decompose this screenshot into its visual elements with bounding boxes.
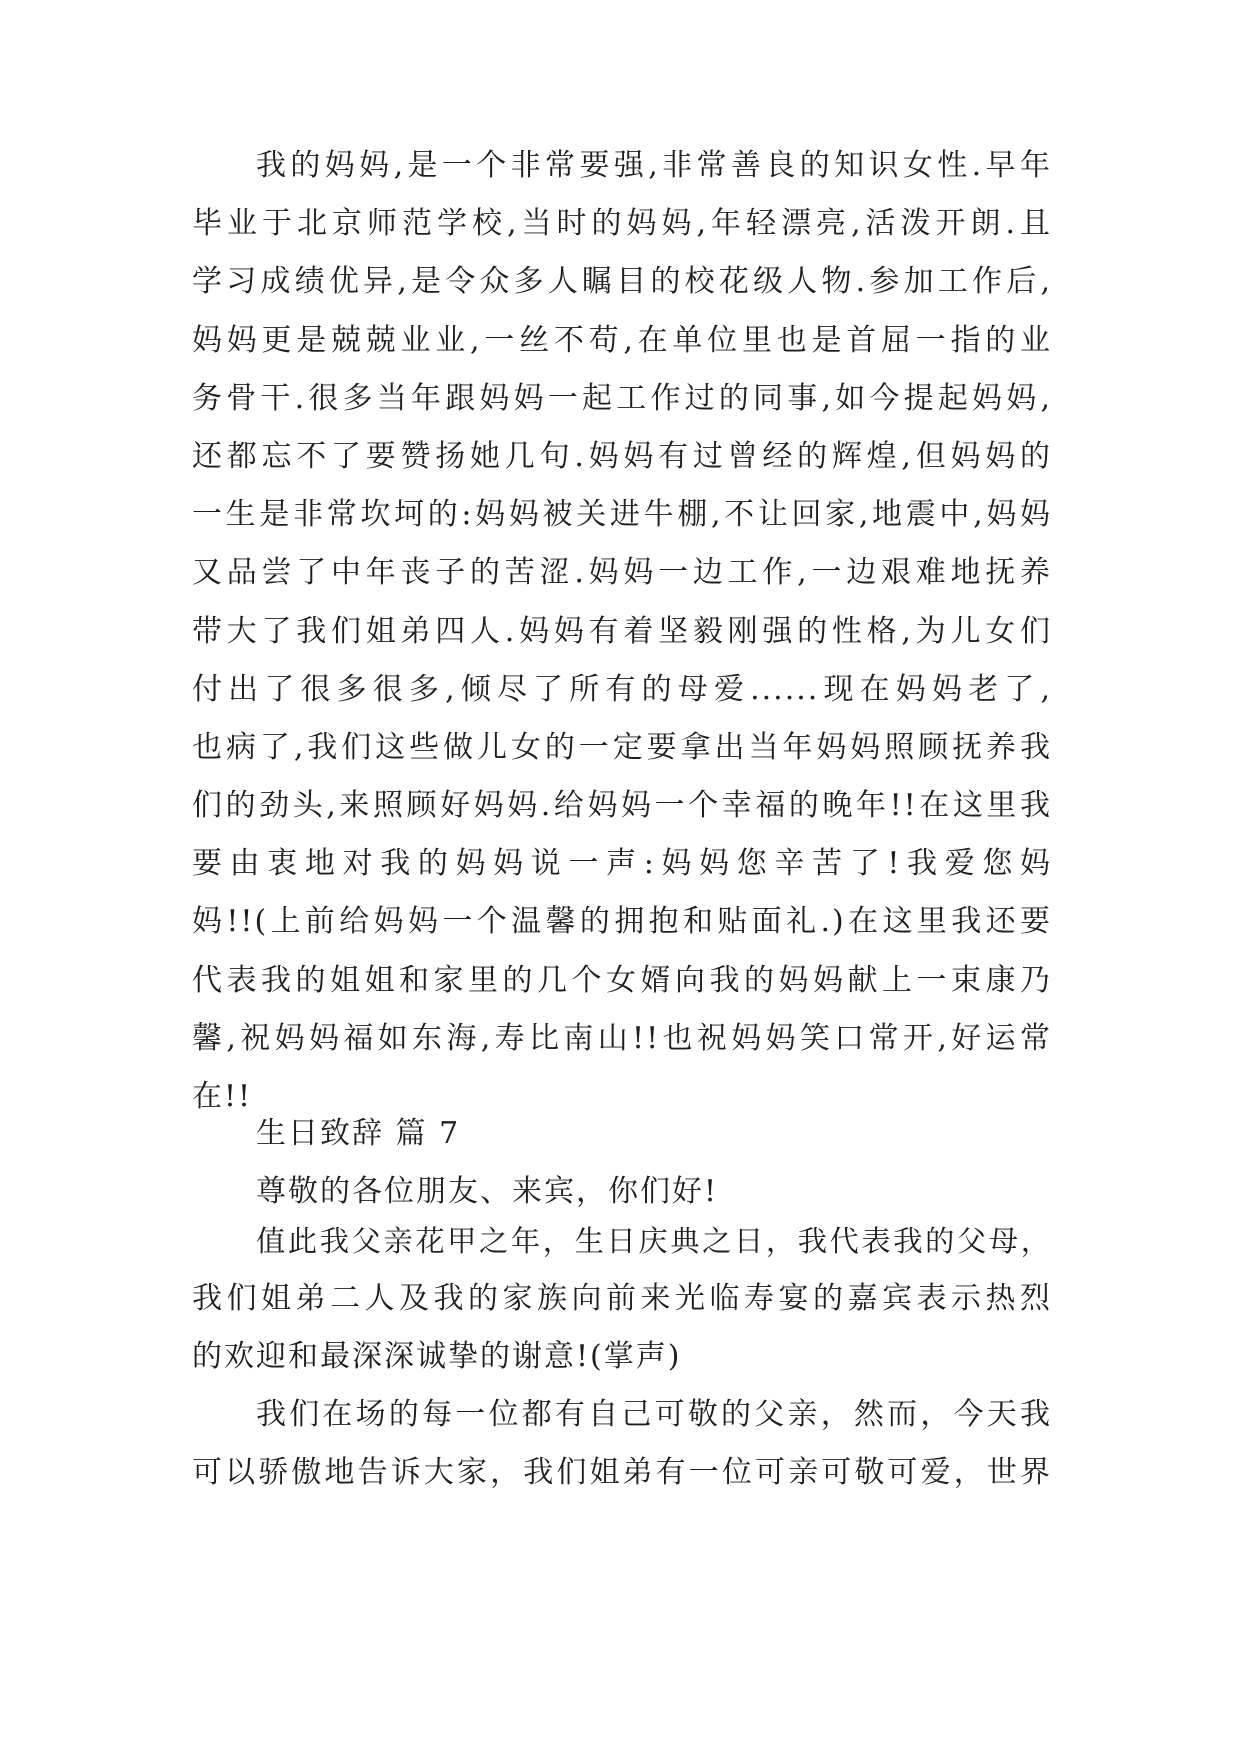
text-line: 我们在场的每一位都有自己可敬的父亲，然而，今天我: [256, 1397, 1052, 1432]
text-line: 代表我的姐姐和家里的几个女婿向我的妈妈献上一束康乃: [192, 962, 1052, 998]
text-line: 我的妈妈,是一个非常要强,非常善良的知识女性.早年: [256, 148, 1052, 183]
text-line: 也病了,我们这些做儿女的一定要拿出当年妈妈照顾抚养我: [192, 729, 1052, 765]
text-line: 还都忘不了要赞扬她几句.妈妈有过曾经的辉煌,但妈妈的: [192, 438, 1052, 474]
text-line: 带大了我们姐弟四人.妈妈有着坚毅刚强的性格,为儿女们: [192, 613, 1052, 649]
text-line: 学习成绩优异,是令众多人瞩目的校花级人物.参加工作后,: [192, 264, 1052, 300]
text-line: 妈妈更是兢兢业业,一丝不苟,在单位里也是首屈一指的业: [192, 322, 1052, 358]
text-line: 务骨干.很多当年跟妈妈一起工作过的同事,如今提起妈妈,: [192, 380, 1052, 416]
paragraph-father: [192, 1386, 1052, 1502]
text-line: 们的劲头,来照顾好妈妈.给妈妈一个幸福的晚年!!在这里我: [192, 788, 1052, 824]
greeting-line: 尊敬的各位朋友、来宾，你们好!: [256, 1174, 719, 1209]
text-line: 我们姐弟二人及我的家族向前来光临寿宴的嘉宾表示热烈: [192, 1281, 1052, 1317]
paragraph-welcome: [192, 1212, 1052, 1387]
section-heading: 生日致辞 篇 7: [256, 1116, 461, 1151]
text-line: 一生是非常坎坷的:妈妈被关进牛棚,不让回家,地震中,妈妈: [192, 497, 1052, 533]
paragraph-mother-tribute: [192, 137, 1052, 1126]
text-line: 付出了很多很多,倾尽了所有的母爱......现在妈妈老了,: [192, 671, 1052, 707]
text-line: 可以骄傲地告诉大家，我们姐弟有一位可亲可敬可爱，世界: [192, 1455, 1052, 1491]
text-line: 的欢迎和最深深诚挚的谢意!(掌声): [192, 1339, 682, 1375]
text-line: 要由衷地对我的妈妈说一声:妈妈您辛苦了!我爱您妈: [192, 846, 1052, 882]
text-line: 值此我父亲花甲之年，生日庆典之日，我代表我的父母，: [256, 1224, 1052, 1258]
text-line: 毕业于北京师范学校,当时的妈妈,年轻漂亮,活泼开朗.且: [192, 206, 1052, 242]
text-line: 在!!: [192, 1079, 253, 1114]
text-line: 馨,祝妈妈福如东海,寿比南山!!也祝妈妈笑口常开,好运常: [192, 1020, 1052, 1056]
text-line: 妈!!(上前给妈妈一个温馨的拥抱和贴面礼.)在这里我还要: [192, 904, 1052, 940]
text-line: 又品尝了中年丧子的苦涩.妈妈一边工作,一边艰难地抚养: [192, 555, 1052, 591]
